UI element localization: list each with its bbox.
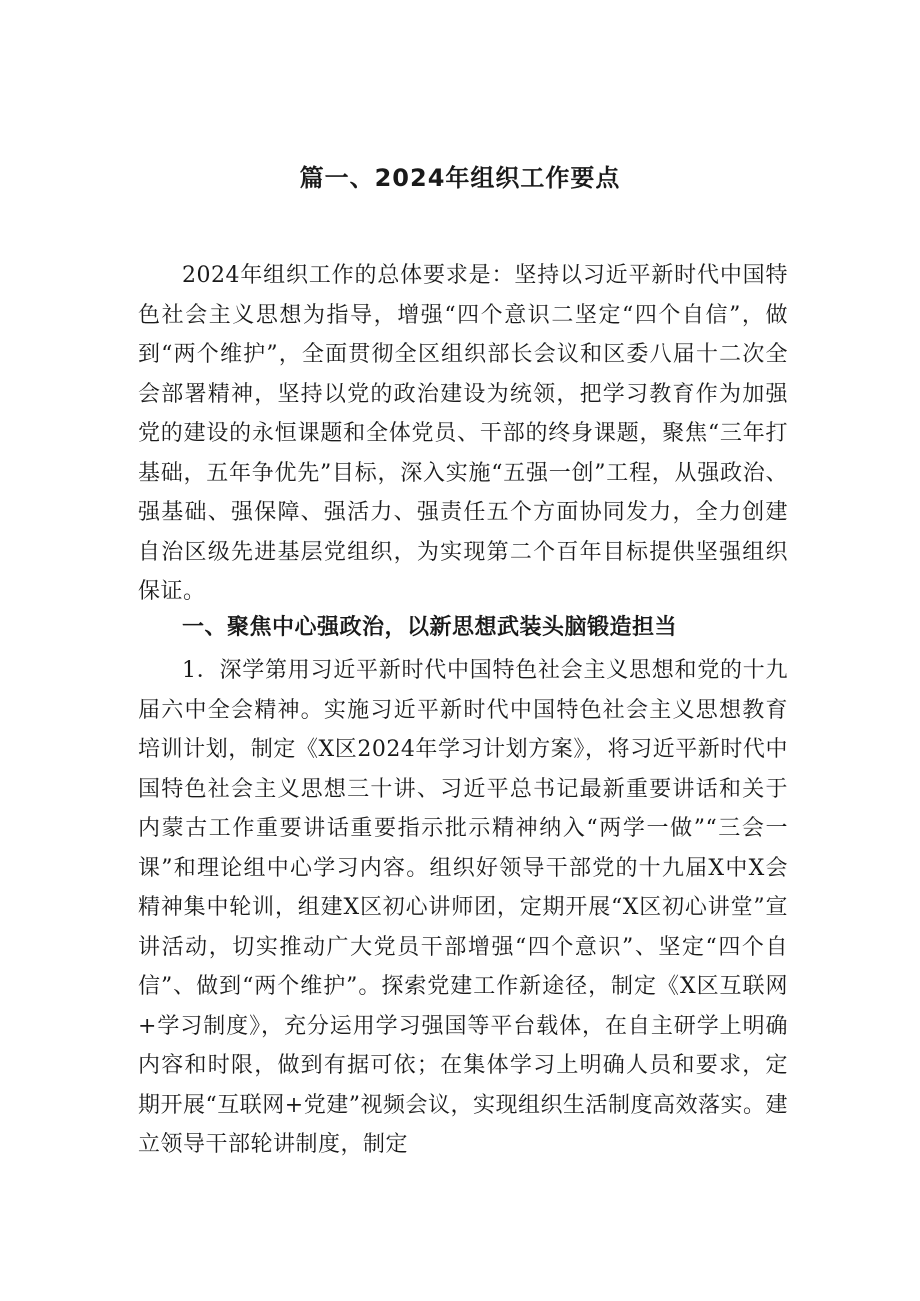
document-title: 篇一、2024年组织工作要点 (299, 164, 621, 192)
intro-paragraph: 2024年组织工作的总体要求是：坚持以习近平新时代中国特色社会主义思想为指导，增强“四个意识二坚定“四个自信”，做到“两个维护”，全面贯彻全区组织部长会议和区委八届十二次全会部署精神，坚持以党的政治建设为统领，把学习教育作为加强党的建设的永恒课题和全体党员、干部的终身课题，聚焦“三年打基础，五年争优先”目标，深入实施“五强一创”工程，从强政治、强基础、强保障、强活力、强责任五个方面协同发力，全力创建自治区级先进基层党组织，为实现第二个百年目标提供坚强组织保证。 (138, 263, 788, 604)
section-heading: 一、聚焦中心强政治，以新思想武装头脑锻造担当 (182, 615, 678, 640)
section-paragraph: 1．深学第用习近平新时代中国特色社会主义思想和党的十九届六中全会精神。实施习近平新时代中国特色社会主义思想教育培训计划，制定《X区2024年学习计划方案》，将习近平新时代中国特色社会主义思想三十讲、习近平总书记最新重要讲话和关于内蒙古工作重要讲话重要指示批示精神纳入“两学一做”“三会一课”和理论组中心学习内容。组织好领导干部党的十九届X中X会精神集中轮训，组建X区初心讲师团，定期开展“X区初心讲堂”宣讲活动，切实推动广大党员干部增强“四个意识”、坚定“四个自信”、做到“两个维护”。探索党建工作新途径，制定《X区互联网+学习制度》，充分运用学习强国等平台载体，在自主研学上明确内容和时限，做到有据可依；在集体学习上明确人员和要求，定期开展“互联网+党建”视频会议，实现组织生活制度高效落实。建立领导干部轮讲制度，制定 (138, 658, 788, 1157)
